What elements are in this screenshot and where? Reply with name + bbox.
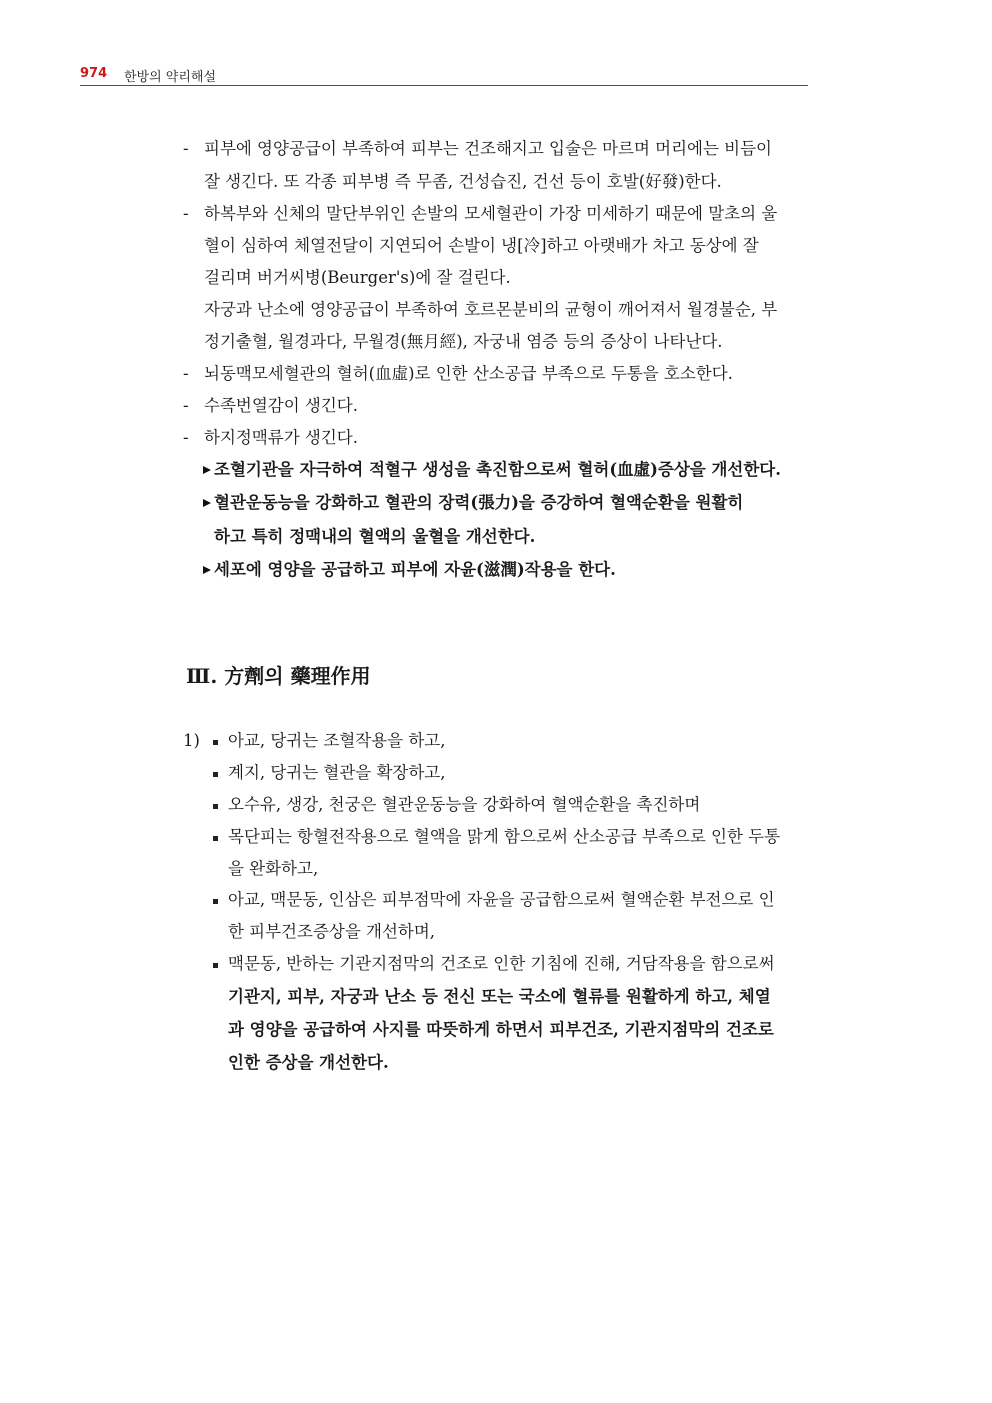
square-bullet-icon [213, 899, 218, 904]
paragraph-line: 잘 생긴다. 또 각종 피부병 즉 무좀, 건성습진, 건선 등이 호발(好發)한다. [204, 172, 722, 191]
pharm-line: 아교, 맥문동, 인삼은 피부점막에 자윤을 공급함으로써 혈액순환 부전으로 인 [228, 890, 775, 909]
square-bullet-icon [213, 772, 218, 777]
paragraph-line: 혈이 심하여 체열전달이 지연되어 손발이 냉[冷]하고 아랫배가 차고 동상에 잘 [204, 236, 759, 255]
summary-line: 과 영양을 공급하여 사지를 따뜻하게 하면서 피부건조, 기관지점막의 건조로 [228, 1020, 774, 1039]
dash-marker: - [183, 364, 189, 383]
pharm-line: 한 피부건조증상을 개선하며, [228, 922, 436, 941]
paragraph-line: 정기출혈, 월경과다, 무월경(無月經), 자궁내 염증 등의 증상이 나타난다. [204, 332, 723, 351]
section-title: Ⅲ. 方劑의 藥理作用 [186, 664, 371, 688]
paragraph-line: 하복부와 신체의 말단부위인 손발의 모세혈관이 가장 미세하기 때문에 말초의 울 [204, 204, 778, 223]
paragraph-line: 수족번열감이 생긴다. [204, 396, 358, 415]
summary-line: 인한 증상을 개선한다. [228, 1053, 389, 1072]
dash-marker: - [183, 428, 189, 447]
pharm-line: 오수유, 생강, 천궁은 혈관운동능을 강화하여 혈액순환을 촉진하며 [228, 795, 701, 814]
effect-line: 하고 특히 정맥내의 혈액의 울혈을 개선한다. [214, 527, 536, 546]
page-header [80, 66, 808, 88]
effect-line: 조혈기관을 자극하여 적혈구 생성을 촉진함으로써 혈허(血虛)증상을 개선한다. [214, 460, 781, 479]
dash-marker: - [183, 139, 189, 158]
pharm-line: 맥문동, 반하는 기관지점막의 건조로 인한 기침에 진해, 거담작용을 함으로써 [228, 954, 775, 973]
effect-line: 세포에 영양을 공급하고 피부에 자윤(滋潤)작용을 한다. [214, 560, 616, 579]
pharm-line: 계지, 당귀는 혈관을 확장하고, [228, 763, 446, 782]
square-bullet-icon [213, 836, 218, 841]
paragraph-line: 뇌동맥모세혈관의 혈허(血虛)로 인한 산소공급 부족으로 두통을 호소한다. [204, 364, 733, 383]
square-bullet-icon [213, 740, 218, 745]
running-title: 한방의 약리해설 [124, 70, 217, 85]
triangle-bullet-icon [203, 499, 211, 507]
paragraph-line: 걸리며 버거씨병(Beurger's)에 잘 걸린다. [204, 268, 511, 287]
pharm-line: 아교, 당귀는 조혈작용을 하고, [228, 731, 446, 750]
square-bullet-icon [213, 804, 218, 809]
paragraph-line: 하지정맥류가 생긴다. [204, 428, 358, 447]
page-number: 974 [80, 66, 108, 81]
item-number: 1) [183, 731, 200, 750]
triangle-bullet-icon [203, 566, 211, 574]
paragraph-line: 자궁과 난소에 영양공급이 부족하여 호르몬분비의 균형이 깨어져서 월경불순, 부 [204, 300, 778, 319]
pharm-line: 목단피는 항혈전작용으로 혈액을 맑게 함으로써 산소공급 부족으로 인한 두통 [228, 827, 781, 846]
triangle-bullet-icon [203, 466, 211, 474]
pharm-line: 을 완화하고, [228, 859, 319, 878]
paragraph-line: 피부에 영양공급이 부족하여 피부는 건조해지고 입술은 마르며 머리에는 비듬이 [204, 139, 772, 158]
dash-marker: - [183, 204, 189, 223]
square-bullet-icon [213, 963, 218, 968]
summary-line: 기관지, 피부, 자궁과 난소 등 전신 또는 국소에 혈류를 원활하게 하고, 체열 [228, 987, 771, 1006]
dash-marker: - [183, 396, 189, 415]
header-rule [80, 85, 808, 86]
effect-line: 혈관운동능을 강화하고 혈관의 장력(張力)을 증강하여 혈액순환을 원활히 [214, 493, 744, 512]
